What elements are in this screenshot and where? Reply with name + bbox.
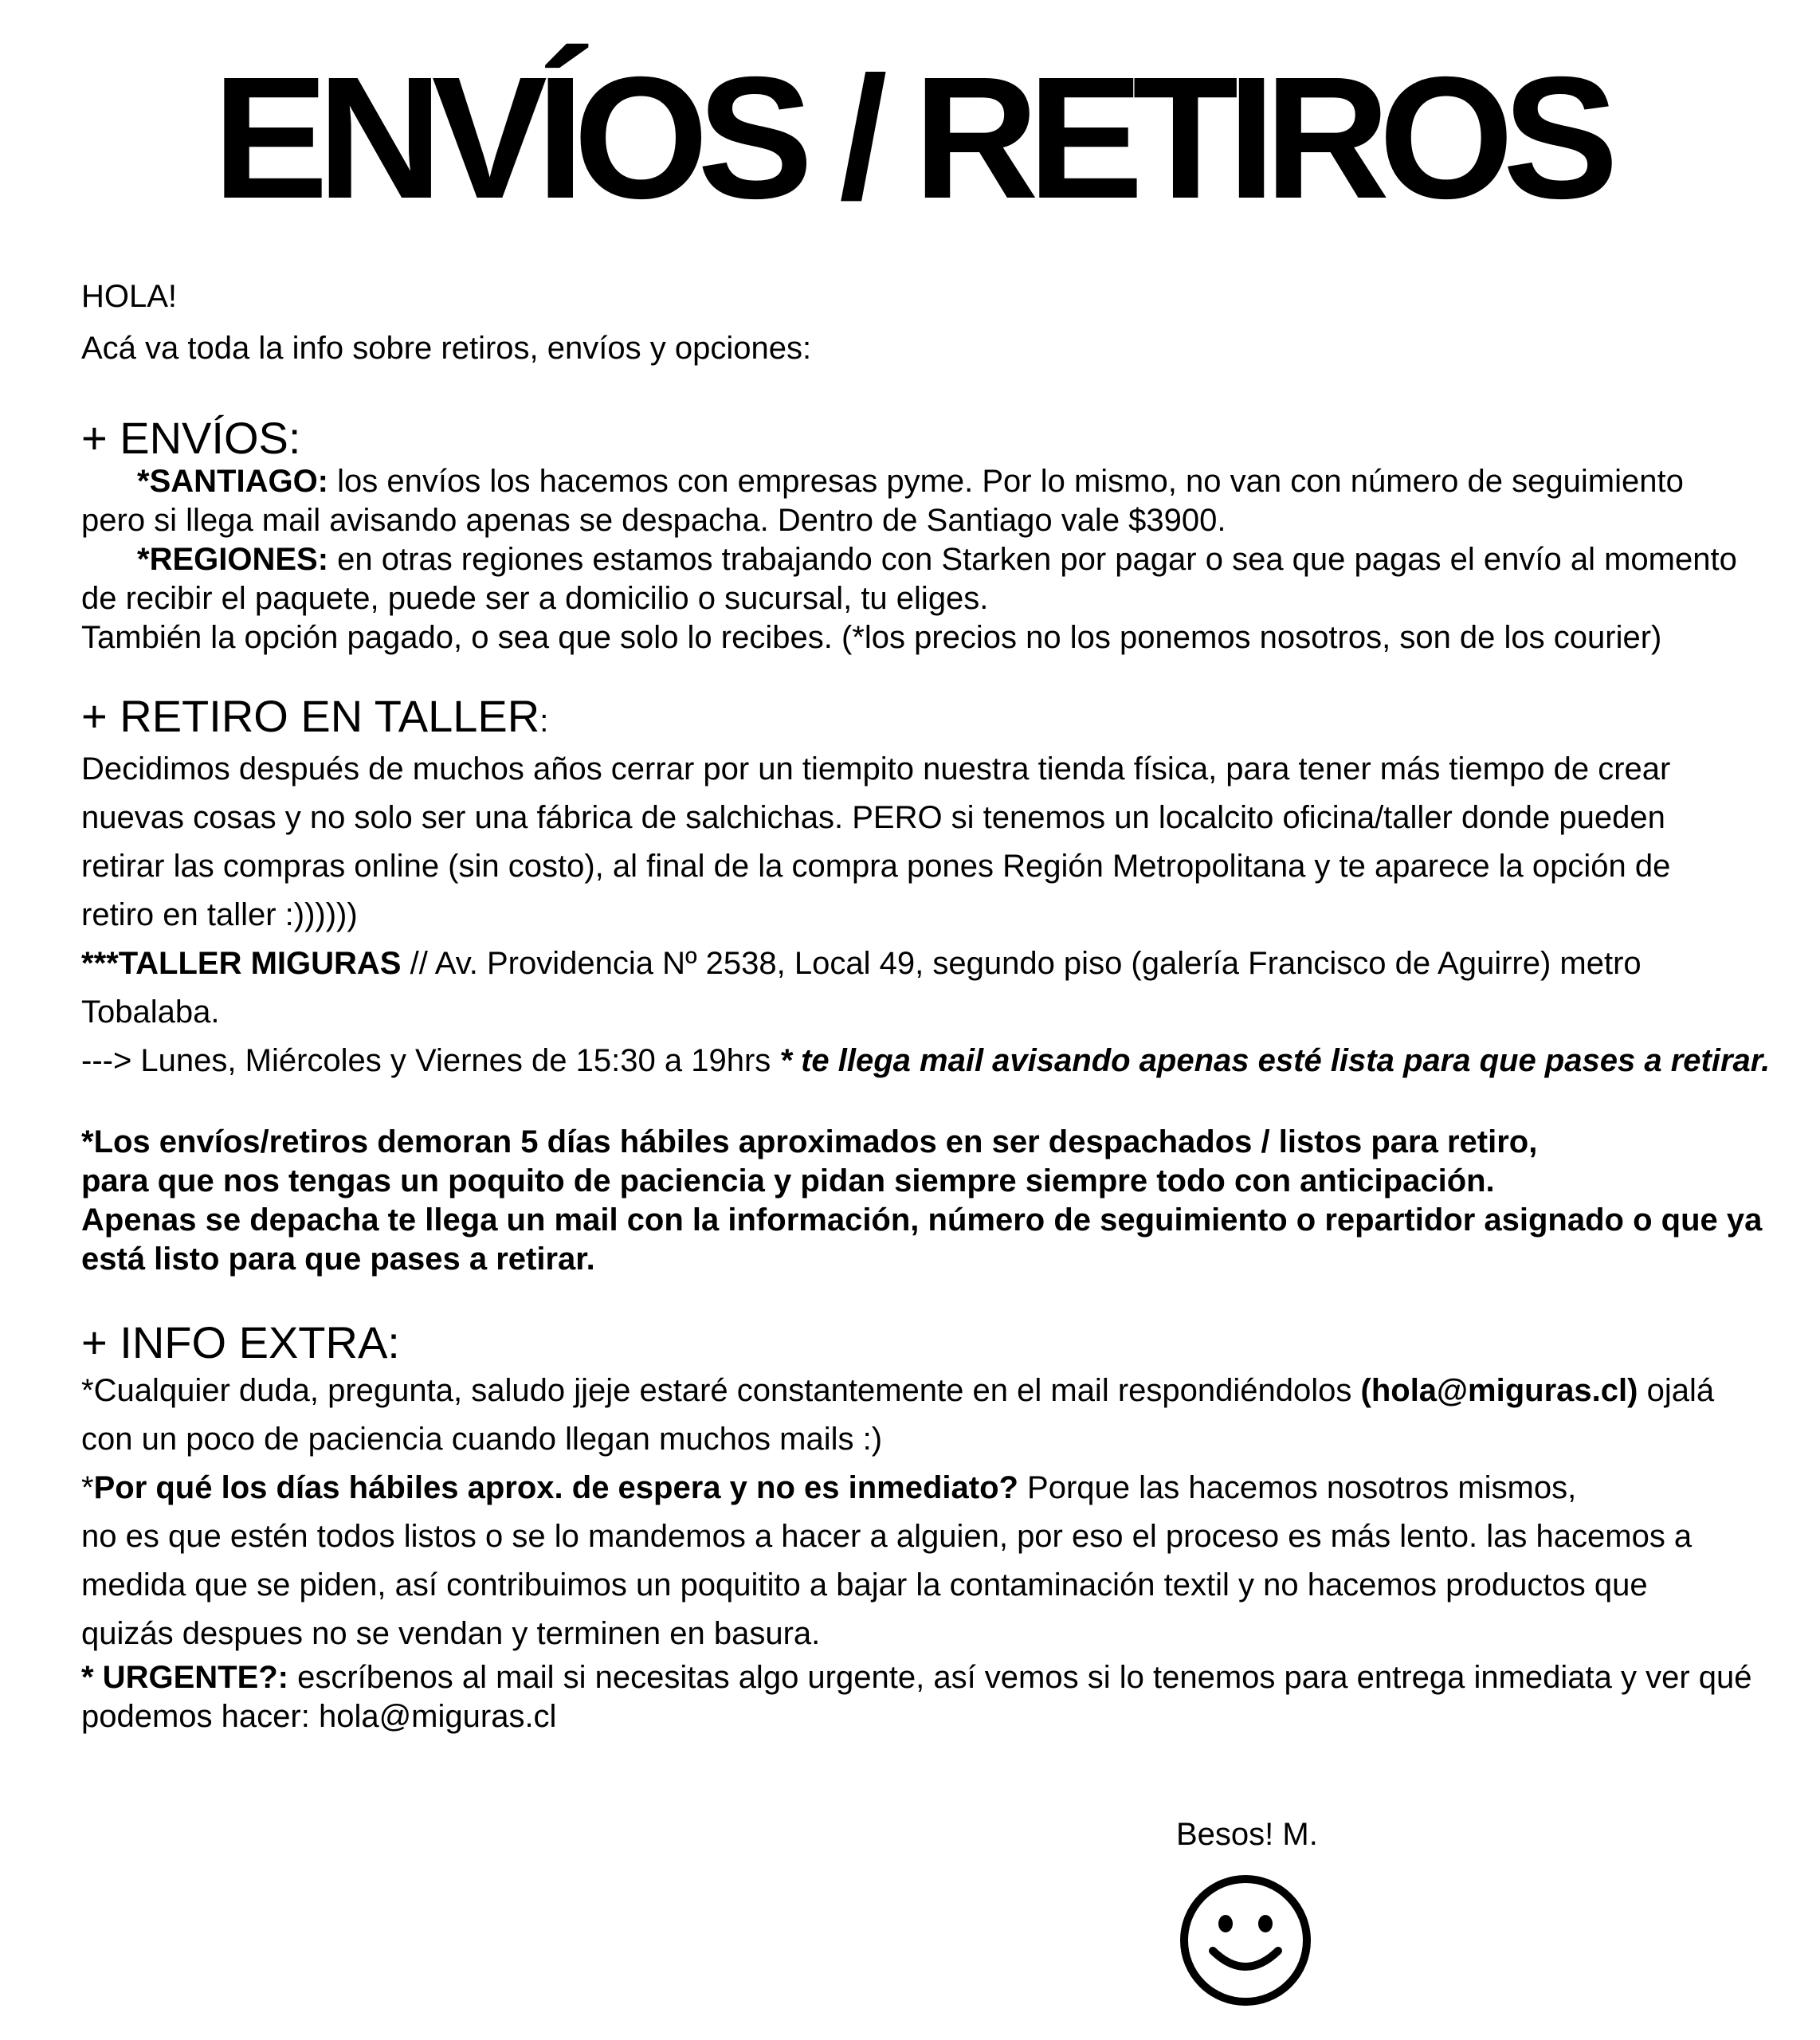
notice-line-3: Apenas se depacha te llega un mail con la información, número de seguimiento o repartidor asignado o que ya <box>81 1202 1763 1238</box>
santiago-line-1 <box>81 462 1810 501</box>
duda-line-2: con un poco de paciencia cuando llegan muchos mails :) <box>81 1422 883 1457</box>
extra-section <box>81 1367 1810 1736</box>
envios-section <box>81 462 1810 657</box>
notice-line-4: está listo para que pases a retirar. <box>81 1242 595 1277</box>
retiro-section <box>81 745 1810 1085</box>
envios-heading: + ENVÍOS: <box>81 413 301 463</box>
retiro-heading <box>81 692 1810 745</box>
duda-line-1 <box>81 1367 1810 1415</box>
greeting: HOLA! <box>81 279 178 314</box>
duda-email: (hola@miguras.cl) <box>1360 1373 1638 1408</box>
retiro-para-line-3: retirar las compras online (sin costo), al final de la compra pones Región Metropolitana y te aparece la opción de <box>81 849 1671 884</box>
intro-subtitle: Acá va toda la info sobre retiros, envíos y opciones: <box>81 331 812 366</box>
notice-block <box>81 1123 1810 1279</box>
notice-line-1: *Los envíos/retiros demoran 5 días hábiles aproximados en ser despachados / listos para retiro, <box>81 1124 1538 1159</box>
retiro-para-line-1: Decidimos después de muchos años cerrar por un tiempito nuestra tienda física, para tener más tiempo de crear <box>81 751 1671 787</box>
santiago-text-1: los envíos los hacemos con empresas pyme. Por lo mismo, no van con número de seguimiento <box>328 464 1684 499</box>
smiley-face-icon <box>1178 1873 1313 2008</box>
santiago-label: *SANTIAGO: <box>137 464 328 499</box>
extra-heading: + INFO EXTRA: <box>81 1317 400 1367</box>
porque-line-4: quizás despues no se vendan y terminen en basura. <box>81 1616 821 1651</box>
duda-tail: ojalá <box>1638 1373 1715 1408</box>
retiro-para-line-2: nuevas cosas y no solo ser una fábrica de salchichas. PERO si tenemos un localcito oficina/taller donde pueden <box>81 800 1665 835</box>
schedule-line <box>81 1037 1810 1085</box>
page-title: ENVÍOS / RETIROS <box>212 41 1608 235</box>
taller-address-line-1 <box>81 940 1810 988</box>
pagado-line: También la opción pagado, o sea que solo lo recibes. (*los precios no los ponemos nosotros, son de los courier) <box>81 620 1662 655</box>
duda-text: *Cualquier duda, pregunta, saludo jjeje estaré constantemente en el mail respondiéndolos <box>81 1373 1361 1408</box>
porque-question: Por qué los días hábiles aprox. de espera y no es inmediato? <box>93 1470 1018 1505</box>
urgente-text-1: escríbenos al mail si necesitas algo urgente, así vemos si lo tenemos para entrega inmediata y ver qué <box>288 1660 1752 1695</box>
taller-name: ***TALLER MIGURAS <box>81 946 402 981</box>
retiro-heading-colon: : <box>539 704 549 739</box>
porque-text-1: Porque las hacemos nosotros mismos, <box>1018 1470 1577 1505</box>
regiones-text-1: en otras regiones estamos trabajando con Starken por pagar o sea que pagas el envío al momento <box>328 542 1737 577</box>
urgente-line-2: podemos hacer: hola@miguras.cl <box>81 1699 557 1734</box>
signature: Besos! M. <box>1176 1817 1318 1852</box>
santiago-line-2: pero si llega mail avisando apenas se despacha. Dentro de Santiago vale $3900. <box>81 503 1226 538</box>
taller-address-line-2: Tobalaba. <box>81 994 220 1030</box>
porque-star: * <box>81 1470 94 1505</box>
regiones-line-2: de recibir el paquete, puede ser a domicilio o sucursal, tu eliges. <box>81 581 989 616</box>
schedule-text: ---> Lunes, Miércoles y Viernes de 15:30 a 19hrs <box>81 1043 780 1078</box>
page-content <box>81 271 1810 1736</box>
urgente-line-1 <box>81 1658 1810 1697</box>
retiro-para-line-4: retiro en taller :)))))) <box>81 897 358 932</box>
porque-line-3: medida que se piden, así contribuimos un poquitito a bajar la contaminación textil y no hacemos productos que <box>81 1567 1648 1603</box>
regiones-line-1 <box>81 540 1810 579</box>
schedule-note: * te llega mail avisando apenas esté lista para que pases a retirar. <box>779 1043 1771 1078</box>
regiones-label: *REGIONES: <box>137 542 329 577</box>
taller-address-1: // Av. Providencia Nº 2538, Local 49, segundo piso (galería Francisco de Aguirre) metro <box>401 946 1642 981</box>
notice-line-2: para que nos tengas un poquito de paciencia y pidan siempre siempre todo con anticipación. <box>81 1163 1495 1198</box>
porque-line-1 <box>81 1464 1810 1512</box>
urgente-label: * URGENTE?: <box>81 1660 288 1695</box>
retiro-heading-text: + RETIRO EN TALLER <box>81 691 540 741</box>
porque-line-2: no es que estén todos listos o se lo mandemos a hacer a alguien, por eso el proceso es más lento. las hacemos a <box>81 1519 1693 1554</box>
